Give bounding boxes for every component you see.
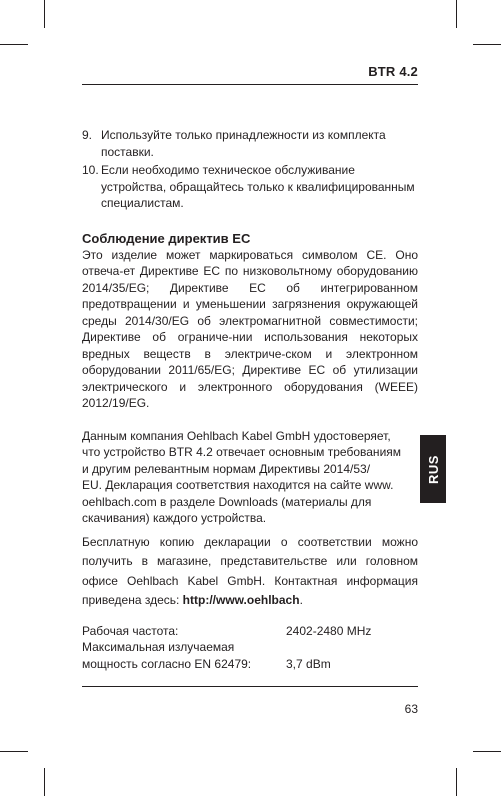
declaration-line: что устройство BTR 4.2 отвечает основным требованиям xyxy=(82,445,402,459)
page-content xyxy=(82,127,418,672)
page-header-model: BTR 4.2 xyxy=(368,64,418,79)
declaration-line: Данным компания Oehlbach Kabel GmbH удостоверяет, xyxy=(82,428,391,443)
declaration-line: скачивания) каждого устройства. xyxy=(82,511,267,525)
language-tab xyxy=(420,435,446,503)
spec-label-line: мощность согласно EN 62479: xyxy=(82,656,252,671)
instruction-list xyxy=(82,127,418,212)
spec-label xyxy=(82,623,286,640)
list-item-text: Если необходимо техническое обслуживание устройства, обращайтесь только к квалифицированным специалистам. xyxy=(101,163,415,210)
spec-label-line: Рабочая частота: xyxy=(82,623,179,638)
spec-row xyxy=(82,623,418,640)
contact-text-end: . xyxy=(299,593,303,607)
contact-text: Бесплатную копию декларации о соответствии можно получить в магазине, представительстве или головном офисе Oehlbach Kabel GmbH. Контактная информация приведена здесь: xyxy=(82,534,418,607)
list-item-text: Используйте только принадлежности из комплекта поставки. xyxy=(101,128,386,159)
list-item-number: 10. xyxy=(82,163,99,177)
spec-value: 3,7 dBm xyxy=(286,656,331,671)
crop-mark xyxy=(44,768,45,796)
crop-mark xyxy=(0,751,28,752)
list-item xyxy=(82,162,418,212)
declaration-paragraph xyxy=(82,428,418,527)
section-title: Соблюдение директив ЕС xyxy=(82,230,251,246)
spec-label xyxy=(82,639,286,672)
crop-mark xyxy=(473,751,501,752)
header-rule xyxy=(82,84,418,85)
list-item-number: 9. xyxy=(82,128,93,142)
crop-mark xyxy=(456,768,457,796)
specs-table xyxy=(82,623,418,673)
declaration-line: EU. Декларация соответствия находится на сайте www. xyxy=(82,478,394,492)
footer-rule xyxy=(82,686,418,687)
declaration-line: и другим релевантным нормам Директивы 2014/53/ xyxy=(82,461,371,476)
contact-paragraph xyxy=(82,533,418,611)
list-item xyxy=(82,127,418,160)
language-tab-label: RUS xyxy=(425,454,441,484)
spec-label-line: Максимальная излучаемая xyxy=(82,640,235,654)
page-number: 63 xyxy=(404,702,418,716)
spec-row xyxy=(82,639,418,672)
crop-mark xyxy=(0,44,28,45)
website-link[interactable]: http://www.oehlbach xyxy=(182,593,300,607)
spec-value: 2402-2480 MHz xyxy=(286,623,372,638)
declaration-line: oehlbach.com в разделе Downloads (материалы для xyxy=(82,494,372,509)
compliance-paragraph: Это изделие может маркироваться символом CE. Оно отвеча-ет Директиве ЕС по низковольтному оборудованию 2014/35/EG; Директиве ЕС об интегрированном предотвращении и уменьшении загрязнения окружающей среды 2014/30/EG об электромагнитной совместимости; Директиве об ограниче-нии использования некоторых вредных веществ в электриче-ском и электронном оборудовании 2011/65/EG; Директиве ЕС об утилизации электрического и электронного оборудования (WEEE) 2012/19/EG. xyxy=(82,247,418,410)
crop-mark xyxy=(473,44,501,45)
crop-mark xyxy=(456,0,457,28)
crop-mark xyxy=(44,0,45,28)
